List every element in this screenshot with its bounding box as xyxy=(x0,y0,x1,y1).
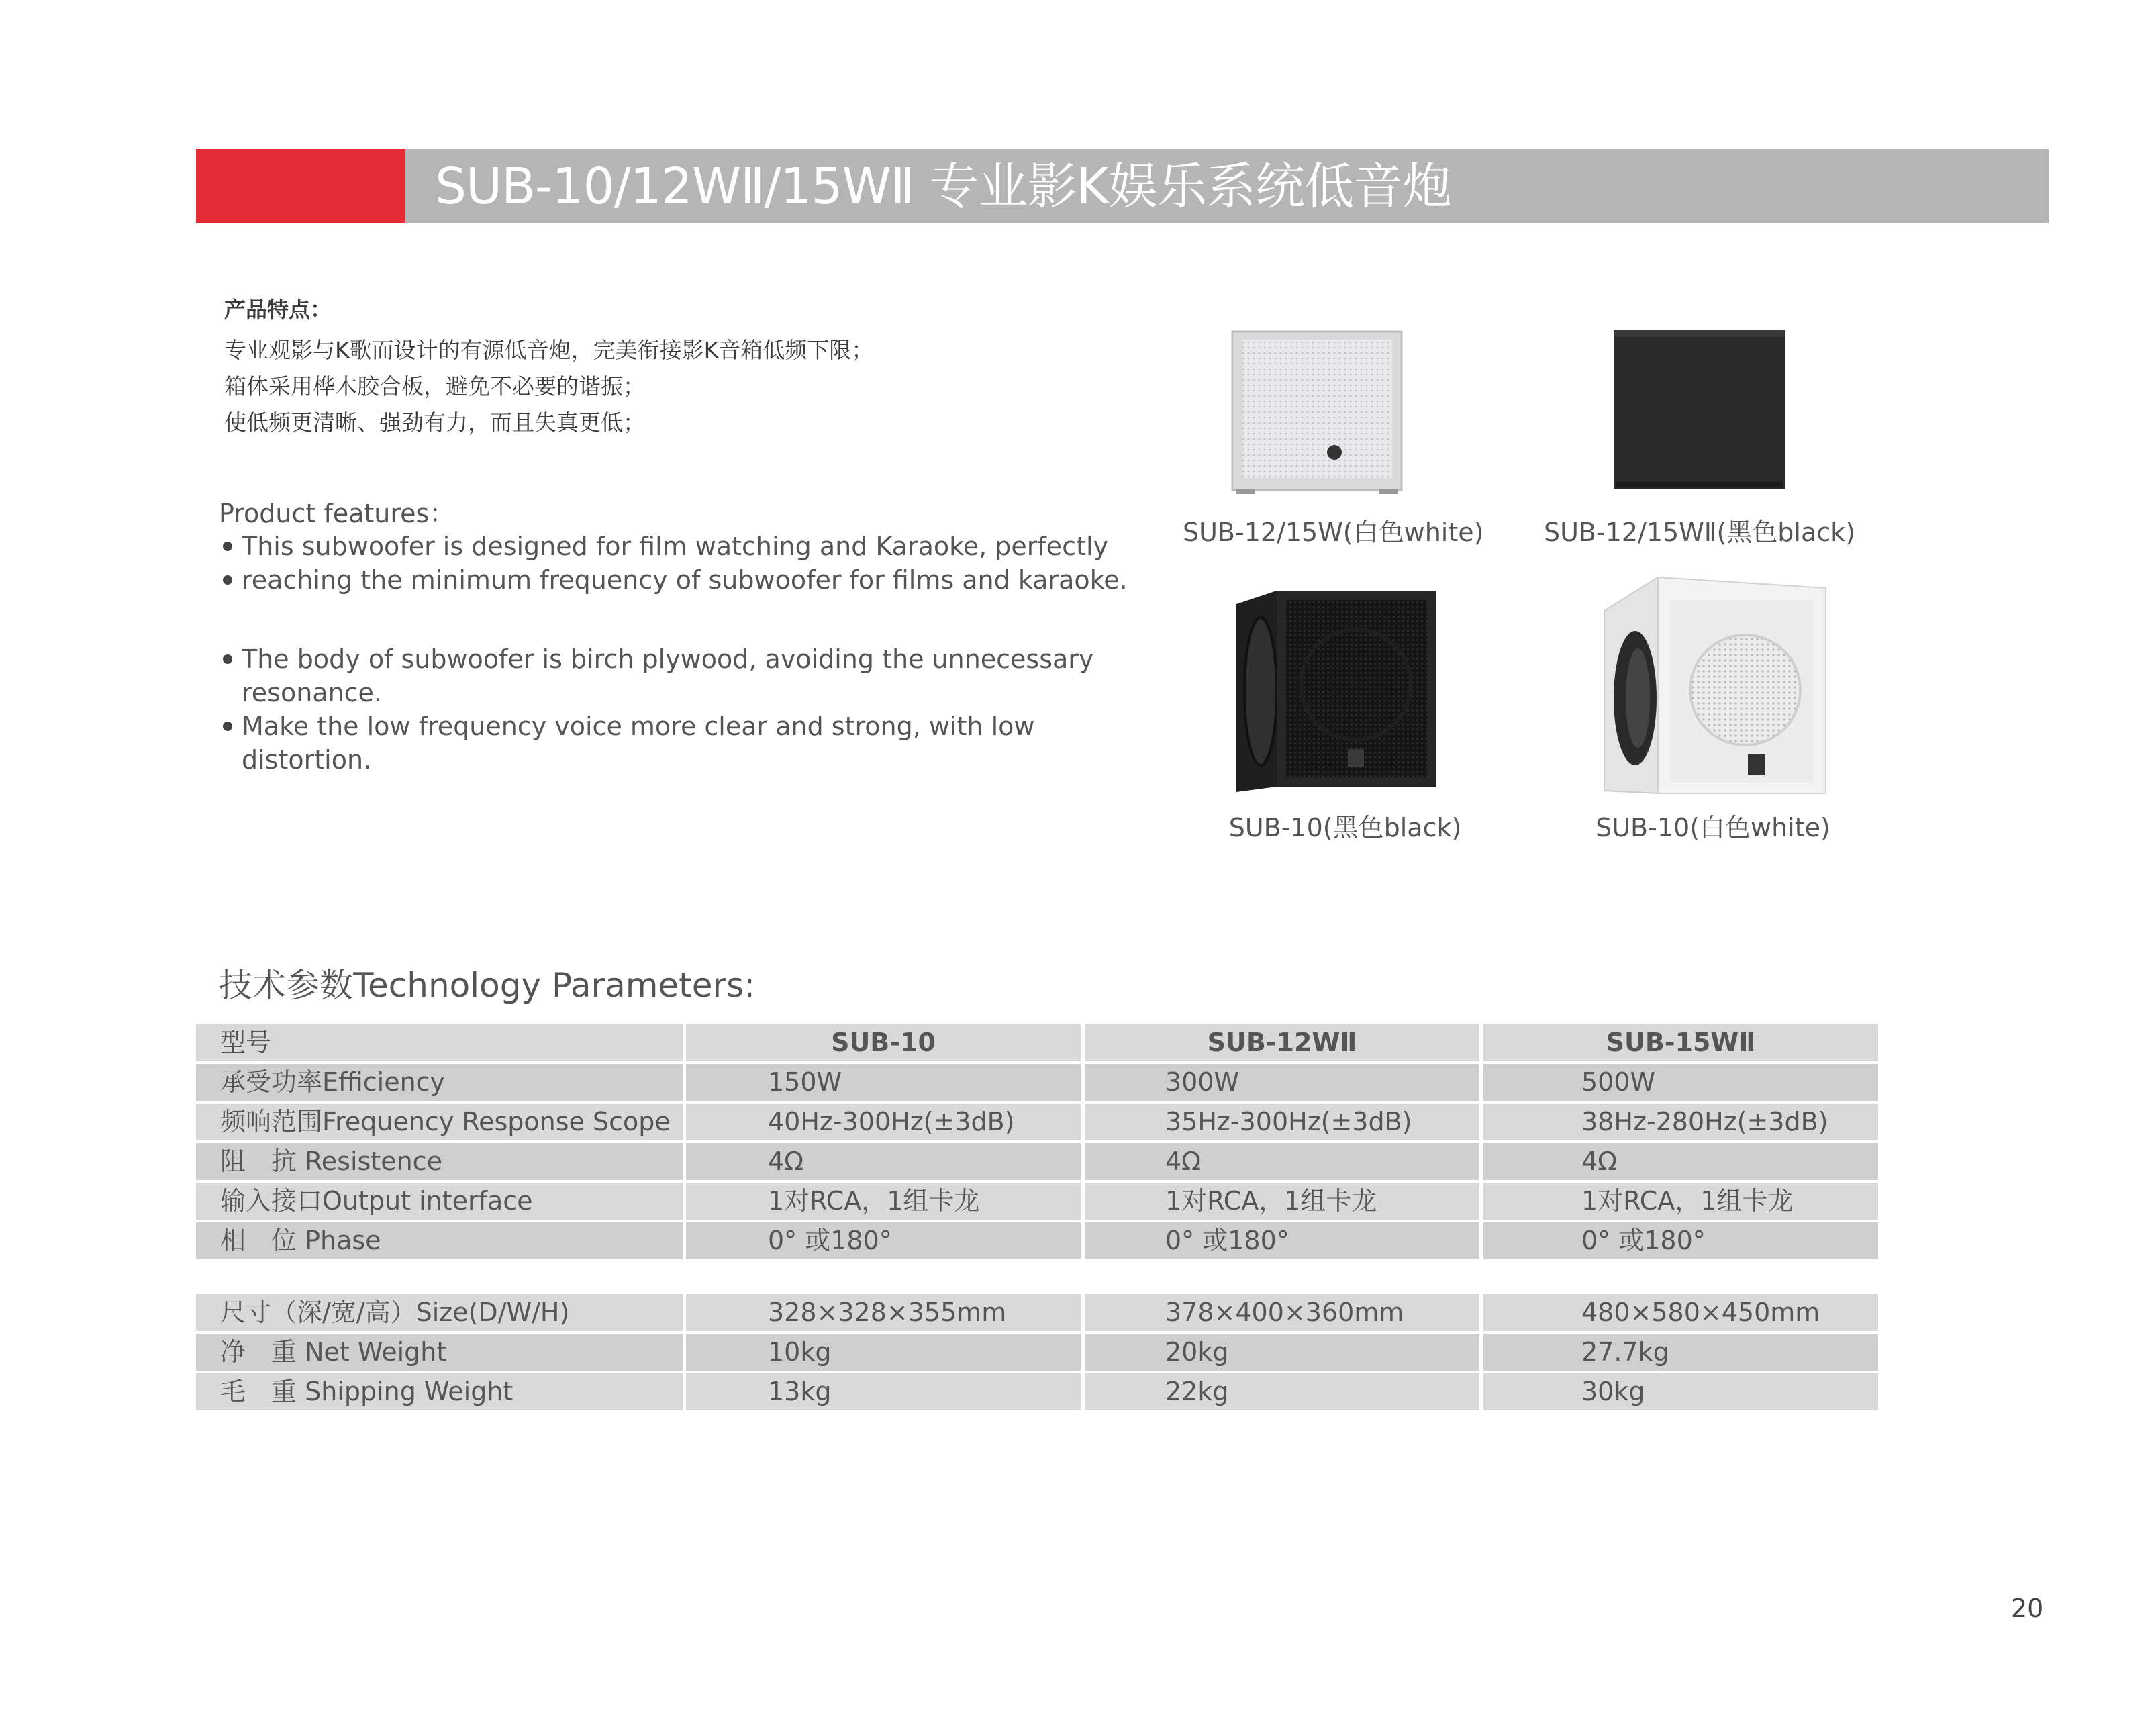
table-cell: 1对RCA，1组卡龙 xyxy=(1085,1183,1479,1220)
table-cell: 净 重 Net Weight xyxy=(196,1334,683,1371)
table-header-cell: 型号 xyxy=(196,1024,683,1061)
features-cn-line: 箱体采用桦木胶合板，避免不必要的谐振； xyxy=(224,373,645,399)
table-cell: 27.7kg xyxy=(1483,1334,1878,1371)
product-caption: SUB-12/15W(白色white) xyxy=(1183,518,1484,547)
table-cell: 480×580×450mm xyxy=(1483,1294,1878,1331)
features-en-bullet: The body of subwoofer is birch plywood, avoiding the unnecessary xyxy=(224,644,1093,674)
table-cell: 22kg xyxy=(1085,1373,1479,1410)
product-image-black-12-15 xyxy=(1614,329,1785,490)
table-cell: 13kg xyxy=(686,1373,1081,1410)
table-cell: 0° 或180° xyxy=(1085,1222,1479,1259)
table-cell: 毛 重 Shipping Weight xyxy=(196,1373,683,1410)
table-cell: 30kg xyxy=(1483,1373,1878,1410)
table-cell: 0° 或180° xyxy=(686,1222,1081,1259)
product-image-white-12-15 xyxy=(1230,329,1404,497)
features-cn-line: 专业观影与K歌而设计的有源低音炮，完美衔接影K音箱低频下限； xyxy=(224,337,874,363)
table-cell: 4Ω xyxy=(686,1143,1081,1180)
features-en-bullet: reaching the minimum frequency of subwoofer for films and karaoke. xyxy=(224,565,1128,595)
features-cn-heading: 产品特点： xyxy=(224,297,332,322)
product-caption: SUB-10(白色white) xyxy=(1596,813,1830,842)
header-accent-block xyxy=(196,149,405,223)
table-header-cell: SUB-12WⅡ xyxy=(1085,1024,1479,1061)
features-en-bullet: Make the low frequency voice more clear and strong, with low xyxy=(224,712,1035,741)
table-cell: 328×328×355mm xyxy=(686,1294,1081,1331)
table-cell: 输入接口Output interface xyxy=(196,1183,683,1220)
bullet-icon xyxy=(223,575,232,585)
table-cell: 1对RCA，1组卡龙 xyxy=(1483,1183,1878,1220)
table-cell: 承受功率Efficiency xyxy=(196,1064,683,1101)
table-title: 技术参数Technology Parameters: xyxy=(219,966,755,1005)
table-cell: 相 位 Phase xyxy=(196,1222,683,1259)
table-cell: 频响范围Frequency Response Scope xyxy=(196,1104,683,1140)
table-cell: 20kg xyxy=(1085,1334,1479,1371)
page-title: SUB-10/12WⅡ/15WⅡ 专业影K娱乐系统低音炮 xyxy=(435,158,1452,215)
table-cell: 40Hz-300Hz(±3dB) xyxy=(686,1104,1081,1140)
features-en-heading: Product features： xyxy=(219,499,455,528)
table-cell: 1对RCA，1组卡龙 xyxy=(686,1183,1081,1220)
product-caption: SUB-10(黑色black) xyxy=(1228,813,1462,842)
table-cell: 阻 抗 Resistence xyxy=(196,1143,683,1180)
table-cell: 500W xyxy=(1483,1064,1878,1101)
features-en-bullet: This subwoofer is designed for film watching and Karaoke, perfectly xyxy=(224,532,1108,561)
bullet-icon xyxy=(223,542,232,551)
bullet-icon xyxy=(223,654,232,664)
table-cell: 10kg xyxy=(686,1334,1081,1371)
table-cell: 4Ω xyxy=(1085,1143,1479,1180)
table-cell: 尺寸（深/宽/高）Size(D/W/H) xyxy=(196,1294,683,1331)
page-number: 20 xyxy=(2011,1594,2044,1623)
table-cell: 35Hz-300Hz(±3dB) xyxy=(1085,1104,1479,1140)
table-header-cell: SUB-10 xyxy=(686,1024,1081,1061)
table-header-cell: SUB-15WⅡ xyxy=(1483,1024,1878,1061)
product-caption: SUB-12/15WⅡ(黑色black) xyxy=(1543,518,1856,547)
table-cell: 300W xyxy=(1085,1064,1479,1101)
features-en-continuation: resonance. xyxy=(242,678,383,707)
table-cell: 4Ω xyxy=(1483,1143,1878,1180)
product-image-white-sub10 xyxy=(1604,577,1832,799)
table-cell: 38Hz-280Hz(±3dB) xyxy=(1483,1104,1878,1140)
features-cn-line: 使低频更清晰、强劲有力，而且失真更低； xyxy=(224,409,645,436)
product-image-black-sub10 xyxy=(1236,591,1438,793)
table-cell: 378×400×360mm xyxy=(1085,1294,1479,1331)
table-cell: 0° 或180° xyxy=(1483,1222,1878,1259)
bullet-icon xyxy=(223,722,232,731)
table-cell: 150W xyxy=(686,1064,1081,1101)
features-en-continuation: distortion. xyxy=(242,745,372,775)
